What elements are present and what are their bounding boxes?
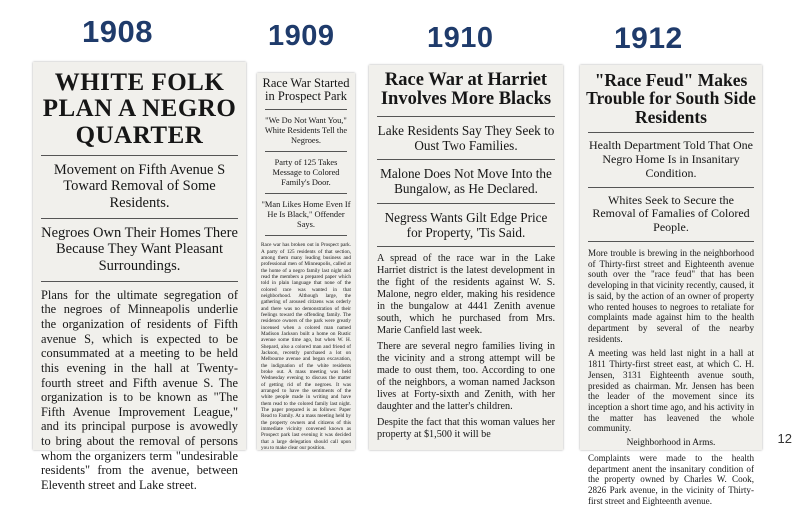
clipping-body: Despite the fact that this woman values her property at $1,500 it will be — [377, 417, 555, 441]
clipping-headline: Race War at Harriet Involves More Blacks — [380, 70, 552, 110]
divider — [377, 246, 555, 247]
divider — [265, 109, 347, 110]
divider — [265, 235, 347, 236]
clipping-body: More trouble is brewing in the neighborhood of Thirty-first street and Eighteenth avenue south over the "race feud" that has been developing in that vicinity recently, caused, it is said, by the action of an owner of property who rented houses to negroes to retaliate for complaints made against him to the health department by several of the nearby residents. — [588, 247, 754, 344]
year-label-1910: 1910 — [427, 22, 494, 54]
divider — [41, 155, 238, 156]
divider — [377, 116, 555, 117]
clipping-deck: Health Department Told That One Negro Home Is in Insanitary Condition. — [588, 138, 753, 180]
divider — [41, 218, 238, 219]
clipping-deck: Negress Wants Gilt Edge Price for Property, 'Tis Said. — [384, 209, 548, 240]
clipping-body: Race war has broken out in Prospect park. A party of 125 residents of that section, among them many leading business and professional men of Minneapolis, called at the home of a negro family last night and read the members a prepared paper which told in plain language that none of the colored race was wanted in that neighborhood. Although large, the gathering of aroused citizens was orderly and there was no demonstration of their feelings toward the offending family. The residence owners of the park were greatly incensed when a colored man named Madison Jackson built a home on Rustic avenue some time ago, but when W. H. Shepard, also a colored man and friend of Jackson, recently purchased a lot on Melbourne avenue and began excavation, the indignation of the white residents broke out. A mass meeting was held Wednesday evening to discuss the matter of getting rid of the negroes. It was arranged to have the sentiments of the white people made in writing and have them read to the colored family last night. The paper prepared is as follows: Paper Read to Family. At a mass meeting held by the property owners and citizens of this immediate vicinity convened known as Prospect park last evening it was decided that a large delegation should call upon you to make clear our position. — [261, 242, 351, 452]
clipping-subhead: Neighborhood in Arms. — [626, 438, 716, 449]
clipping-body: A meeting was held last night in a hall at 1811 Thirty-first street east, at which C. H. Jensen, 3131 Eighteenth avenue south, presided as chairman. Mr. Jensen has been the leader of the movement since its inception a short time ago, and his activity in the matter has leavened the whole community. — [588, 348, 754, 434]
clipping-body: There are several negro families living in the vicinity and a strong attempt will be made to oust them, too. According to one of the neighbors, a woman named Jackson lives at Forty-sixth and Zenith, with her daughter and the latter's children. — [377, 341, 555, 413]
clipping-deck: "We Do Not Want You," White Residents Tell the Negroes. — [264, 116, 348, 145]
clipping-deck: Lake Residents Say They Seek to Oust Two Families. — [377, 122, 555, 154]
clipping-body: Plans for the ultimate segregation of the negroes of Minneapolis underlie the organization of residents of Fifth avenue S, which is expected to be consummated at a meeting to be held this evening in the hall at Twenty-fourth street and Fifth avenue S. The organization is to be known as "The Fifth Avenue Improvement League," and its principal purpose is avowedly to bring about the removal of persons whom the organizers term "undesirable residents" from the avenue, between Eleventh street and Lake street. — [41, 287, 238, 492]
newspaper-clipping-1908 — [33, 62, 246, 492]
divider — [588, 187, 754, 188]
divider — [265, 193, 347, 194]
divider — [588, 132, 754, 133]
clipping-deck: "Man Likes Home Even If He Is Black," Offender Says. — [261, 200, 351, 229]
clipping-deck: Negroes Own Their Homes There Because They Want Pleasant Surroundings. — [41, 224, 238, 275]
clipping-body: A spread of the race war in the Lake Harriet district is the latest development in the fight of the residents against W. S. Malone, negro elder, making his residence in the bungalow at 4441 Zenith avenue south, which he purchased from Mrs. Marie Canfield last week. — [377, 252, 555, 337]
clipping-deck: Movement on Fifth Avenue S Toward Removal of Some Residents. — [53, 161, 226, 212]
divider — [377, 203, 555, 204]
clipping-headline: "Race Feud" Makes Trouble for South Side Residents — [586, 70, 756, 127]
clipping-headline: WHITE FOLK PLAN A NEGRO QUARTER — [42, 69, 237, 149]
clipping-deck: Malone Does Not Move Into the Bungalow, as He Declared. — [380, 166, 552, 197]
divider — [265, 151, 347, 152]
clipping-deck: Party of 125 Takes Message to Colored Family's Door. — [272, 158, 340, 187]
clipping-body: Complaints were made to the health department anent the insanitary condition of the property owned by Charles W. Cook, 2826 Park avenue, in the vicinity of Thirty-first street and Eighteenth avenue. — [588, 452, 754, 506]
year-label-1908: 1908 — [82, 14, 153, 49]
year-label-1909: 1909 — [268, 20, 335, 52]
slide-number: 12 — [777, 431, 792, 446]
newspaper-clipping-1910 — [369, 65, 563, 450]
divider — [41, 281, 238, 282]
clipping-headline: Race War Started in Prospect Park — [262, 76, 350, 104]
newspaper-clipping-1912 — [580, 65, 762, 506]
divider — [588, 241, 754, 242]
clipping-deck: Whites Seek to Secure the Removal of Famalies of Colored People. — [592, 192, 750, 235]
divider — [377, 159, 555, 160]
newspaper-clipping-1909 — [257, 73, 355, 450]
year-label-1912: 1912 — [614, 22, 683, 55]
